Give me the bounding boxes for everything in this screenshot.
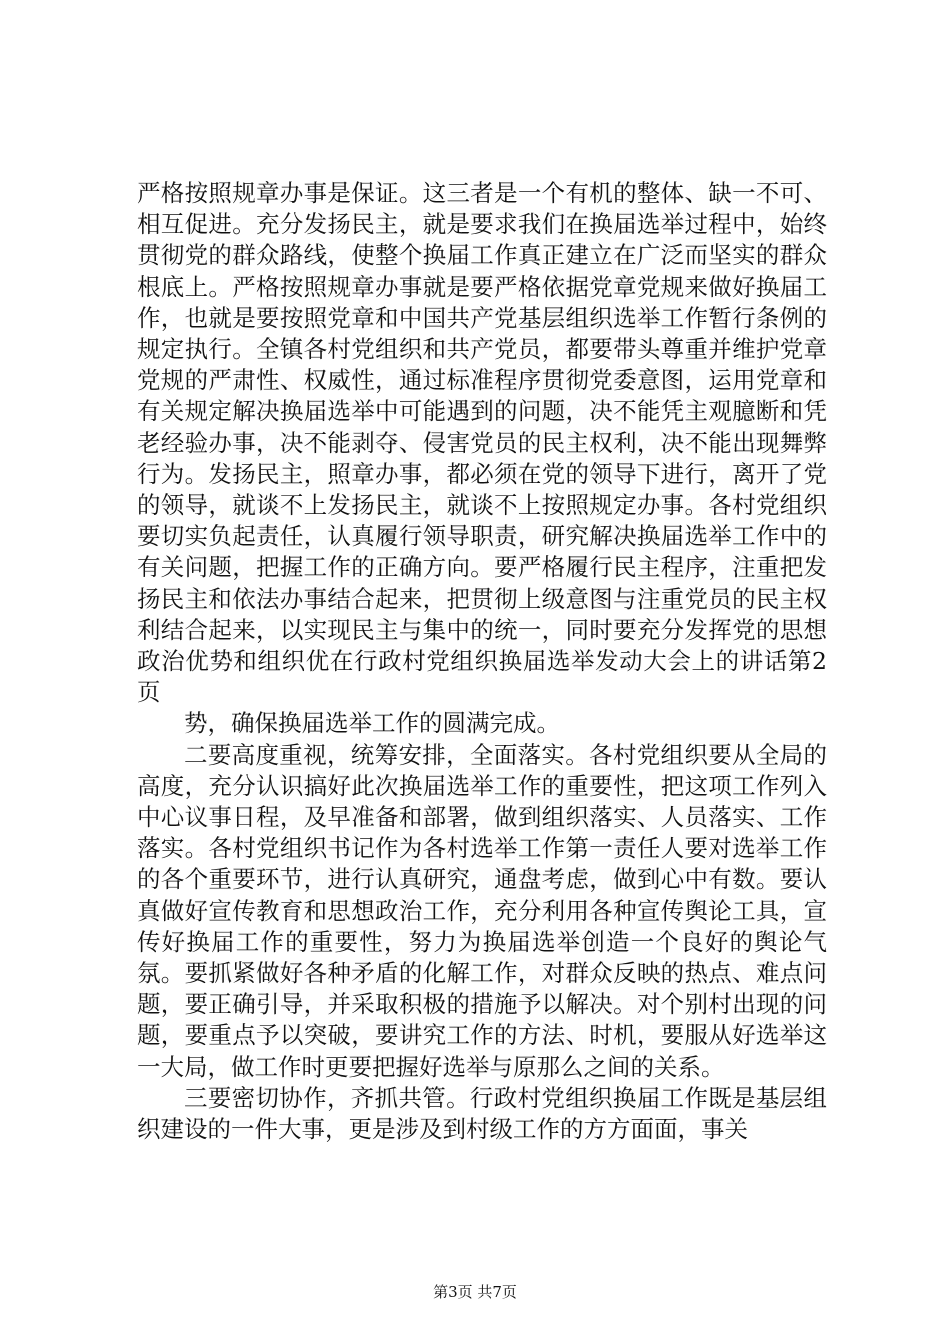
page-number-footer: 第3页 共7页: [433, 1283, 517, 1301]
paragraph-continuation: 严格按照规章办事是保证。这三者是一个有机的整体、缺一不可、相互促进。充分发扬民主，就是要求我们在换届选举过程中，始终贯彻党的群众路线，使整个换届工作真正建立在广泛而坚实的群众根底上。严格按照规章办事就是要严格依据党章党规来做好换届工作，也就是要按照党章和中国共产党基层组织选举工作暂行条例的规定执行。全镇各村党组织和共产党员，都要带头尊重并维护党章党规的严肃性、权威性，通过标准程序贯彻党委意图，运用党章和有关规定解决换届选举中可能遇到的问题，决不能凭主观臆断和凭老经验办事，决不能剥夺、侵害党员的民主权利，决不能出现舞弊行为。发扬民主，照章办事，都必须在党的领导下进行，离开了党的领导，就谈不上发扬民主，就谈不上按照规定办事。各村党组织要切实负起责任，认真履行领导职责，研究解决换届选举工作中的有关问题，把握工作的正确方向。要严格履行民主程序，注重把发扬民主和依法办事结合起来，把贯彻上级意图与注重党员的民主权利结合起来，以实现民主与集中的统一，同时要充分发挥党的思想政治优势和组织优在行政村党组织换届选举发动大会上的讲话第2页: [137, 179, 827, 707]
paragraph-point-two: 二要高度重视，统筹安排，全面落实。各村党组织要从全局的高度，充分认识搞好此次换届选举工作的重要性，把这项工作列入中心议事日程，及早准备和部署，做到组织落实、人员落实、工作落实。各村党组织书记作为各村选举工作第一责任人要对选举工作的各个重要环节，进行认真研究，通盘考虑，做到心中有数。要认真做好宣传教育和思想政治工作，充分利用各种宣传舆论工具，宣传好换届工作的重要性，努力为换届选举创造一个良好的舆论气氛。要抓紧做好各种矛盾的化解工作，对群众反映的热点、难点问题，要正确引导，并采取积极的措施予以解决。对个别村出现的问题，要重点予以突破，要讲究工作的方法、时机，要服从好选举这一大局，做工作时更要把握好选举与原那么之间的关系。: [137, 740, 827, 1081]
document-body: [137, 178, 827, 1145]
paragraph-point-three: 三要密切协作，齐抓共管。行政村党组织换届工作既是基层组织建设的一件大事，更是涉及到村级工作的方方面面，事关: [137, 1083, 827, 1144]
paragraph-continuation-tail: 势，确保换届选举工作的圆满完成。: [184, 709, 560, 738]
